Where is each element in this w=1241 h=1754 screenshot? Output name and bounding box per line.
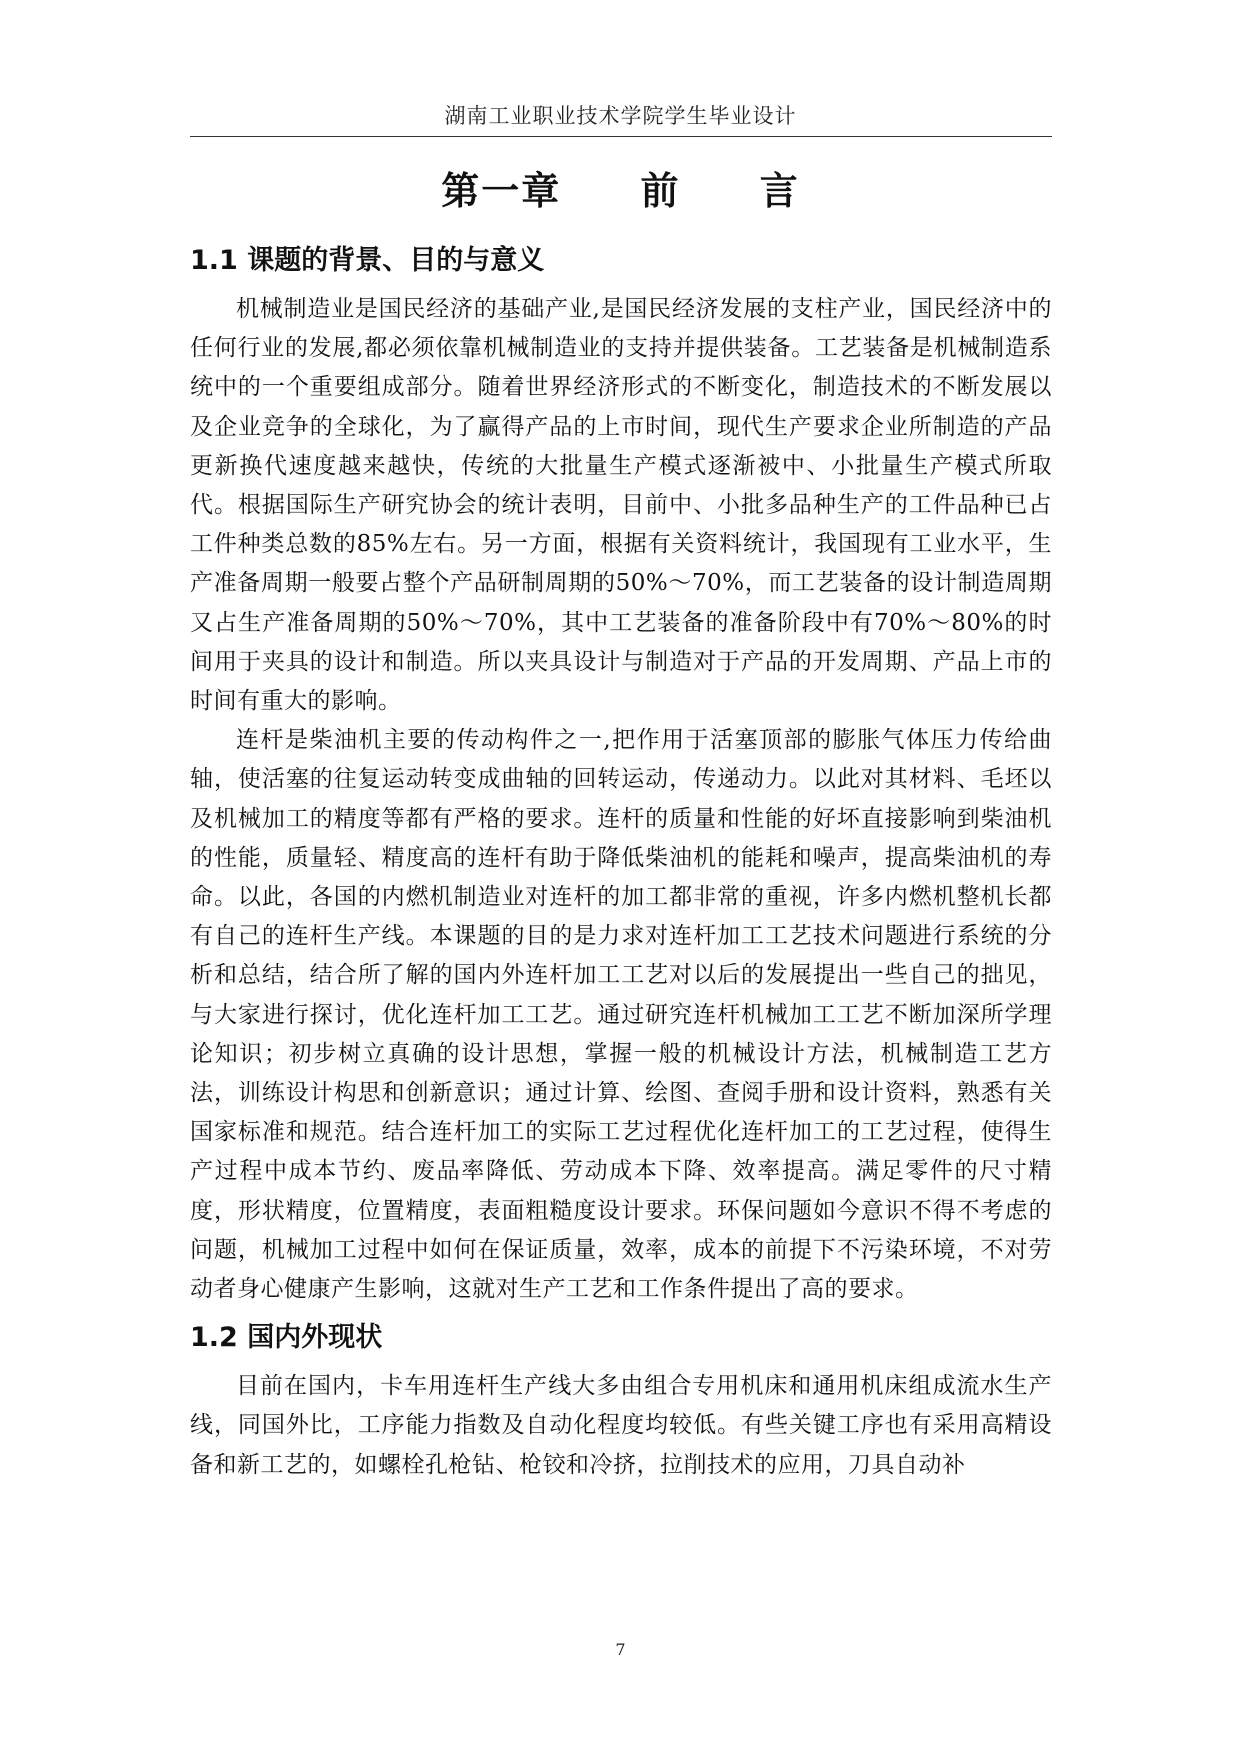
header-divider <box>190 136 1052 137</box>
body-content <box>190 232 1052 1485</box>
page-header: 湖南工业职业技术学院学生毕业设计 <box>444 104 797 128</box>
paragraph-background: 机械制造业是国民经济的基础产业,是国民经济发展的支柱产业，国民经济中的任何行业的发展,都必须依靠机械制造业的支持并提供装备。工艺装备是机械制造系统中的一个重要组成部分。随着世界经济形式的不断变化，制造技术的不断发展以及企业竞争的全球化，为了赢得产品的上市时间，现代生产要求企业所制造的产品更新换代速度越来越快，传统的大批量生产模式逐渐被中、小批量生产模式所取代。根据国际生产研究协会的统计表明，目前中、小批多品种生产的工件品种已占工件种类总数的85%左右。另一方面，根据有关资料统计，我国现有工业水平，生产准备周期一般要占整个产品研制周期的50%～70%，而工艺装备的设计制造周期又占生产准备周期的50%～70%，其中工艺装备的准备阶段中有70%～80%的时间用于夹具的设计和制造。所以夹具设计与制造对于产品的开发周期、产品上市的时间有重大的影响。 <box>190 296 1053 715</box>
section-heading-1-1: 1.1 课题的背景、目的与意义 <box>190 245 545 276</box>
chapter-title: 第一章 前 言 <box>441 169 800 213</box>
section-heading-1-2: 1.2 国内外现状 <box>190 1322 383 1354</box>
paragraph-domestic-status: 目前在国内，卡车用连杆生产线大多由组合专用机床和通用机床组成流水生产线，同国外比，工序能力指数及自动化程度均较低。有些关键工序也有采用高精设备和新工艺的，如螺栓孔枪钻、枪铰和冷挤，拉削技术的应用，刀具自动补 <box>190 1373 1052 1478</box>
paragraph-connecting-rod: 连杆是柴油机主要的传动构件之一,把作用于活塞顶部的膨胀气体压力传给曲轴，使活塞的往复运动转变成曲轴的回转运动，传递动力。以此对其材料、毛坯以及机械加工的精度等都有严格的要求。连杆的质量和性能的好坏直接影响到柴油机的性能，质量轻、精度高的连杆有助于降低柴油机的能耗和噪声，提高柴油机的寿命。以此，各国的内燃机制造业对连杆的加工都非常的重视，许多内燃机整机长都有自己的连杆生产线。本课题的目的是力求对连杆加工工艺技术问题进行系统的分析和总结，结合所了解的国内外连杆加工工艺对以后的发展提出一些自己的拙见，与大家进行探讨，优化连杆加工工艺。通过研究连杆机械加工工艺不断加深所学理论知识；初步树立真确的设计思想，掌握一般的机械设计方法，机械制造工艺方法，训练设计构思和创新意识；通过计算、绘图、查阅手册和设计资料，熟悉有关国家标准和规范。结合连杆加工的实际工艺过程优化连杆加工的工艺过程，使得生产过程中成本节约、废品率降低、劳动成本下降、效率提高。满足零件的尺寸精度，形状精度，位置精度，表面粗糙度设计要求。环保问题如今意识不得不考虑的问题，机械加工过程中如何在保证质量，效率，成本的前提下不污染环境，不对劳动者身心健康产生影响，这就对生产工艺和工作条件提出了高的要求。 <box>190 727 1052 1303</box>
page-number: 7 <box>615 1640 626 1659</box>
